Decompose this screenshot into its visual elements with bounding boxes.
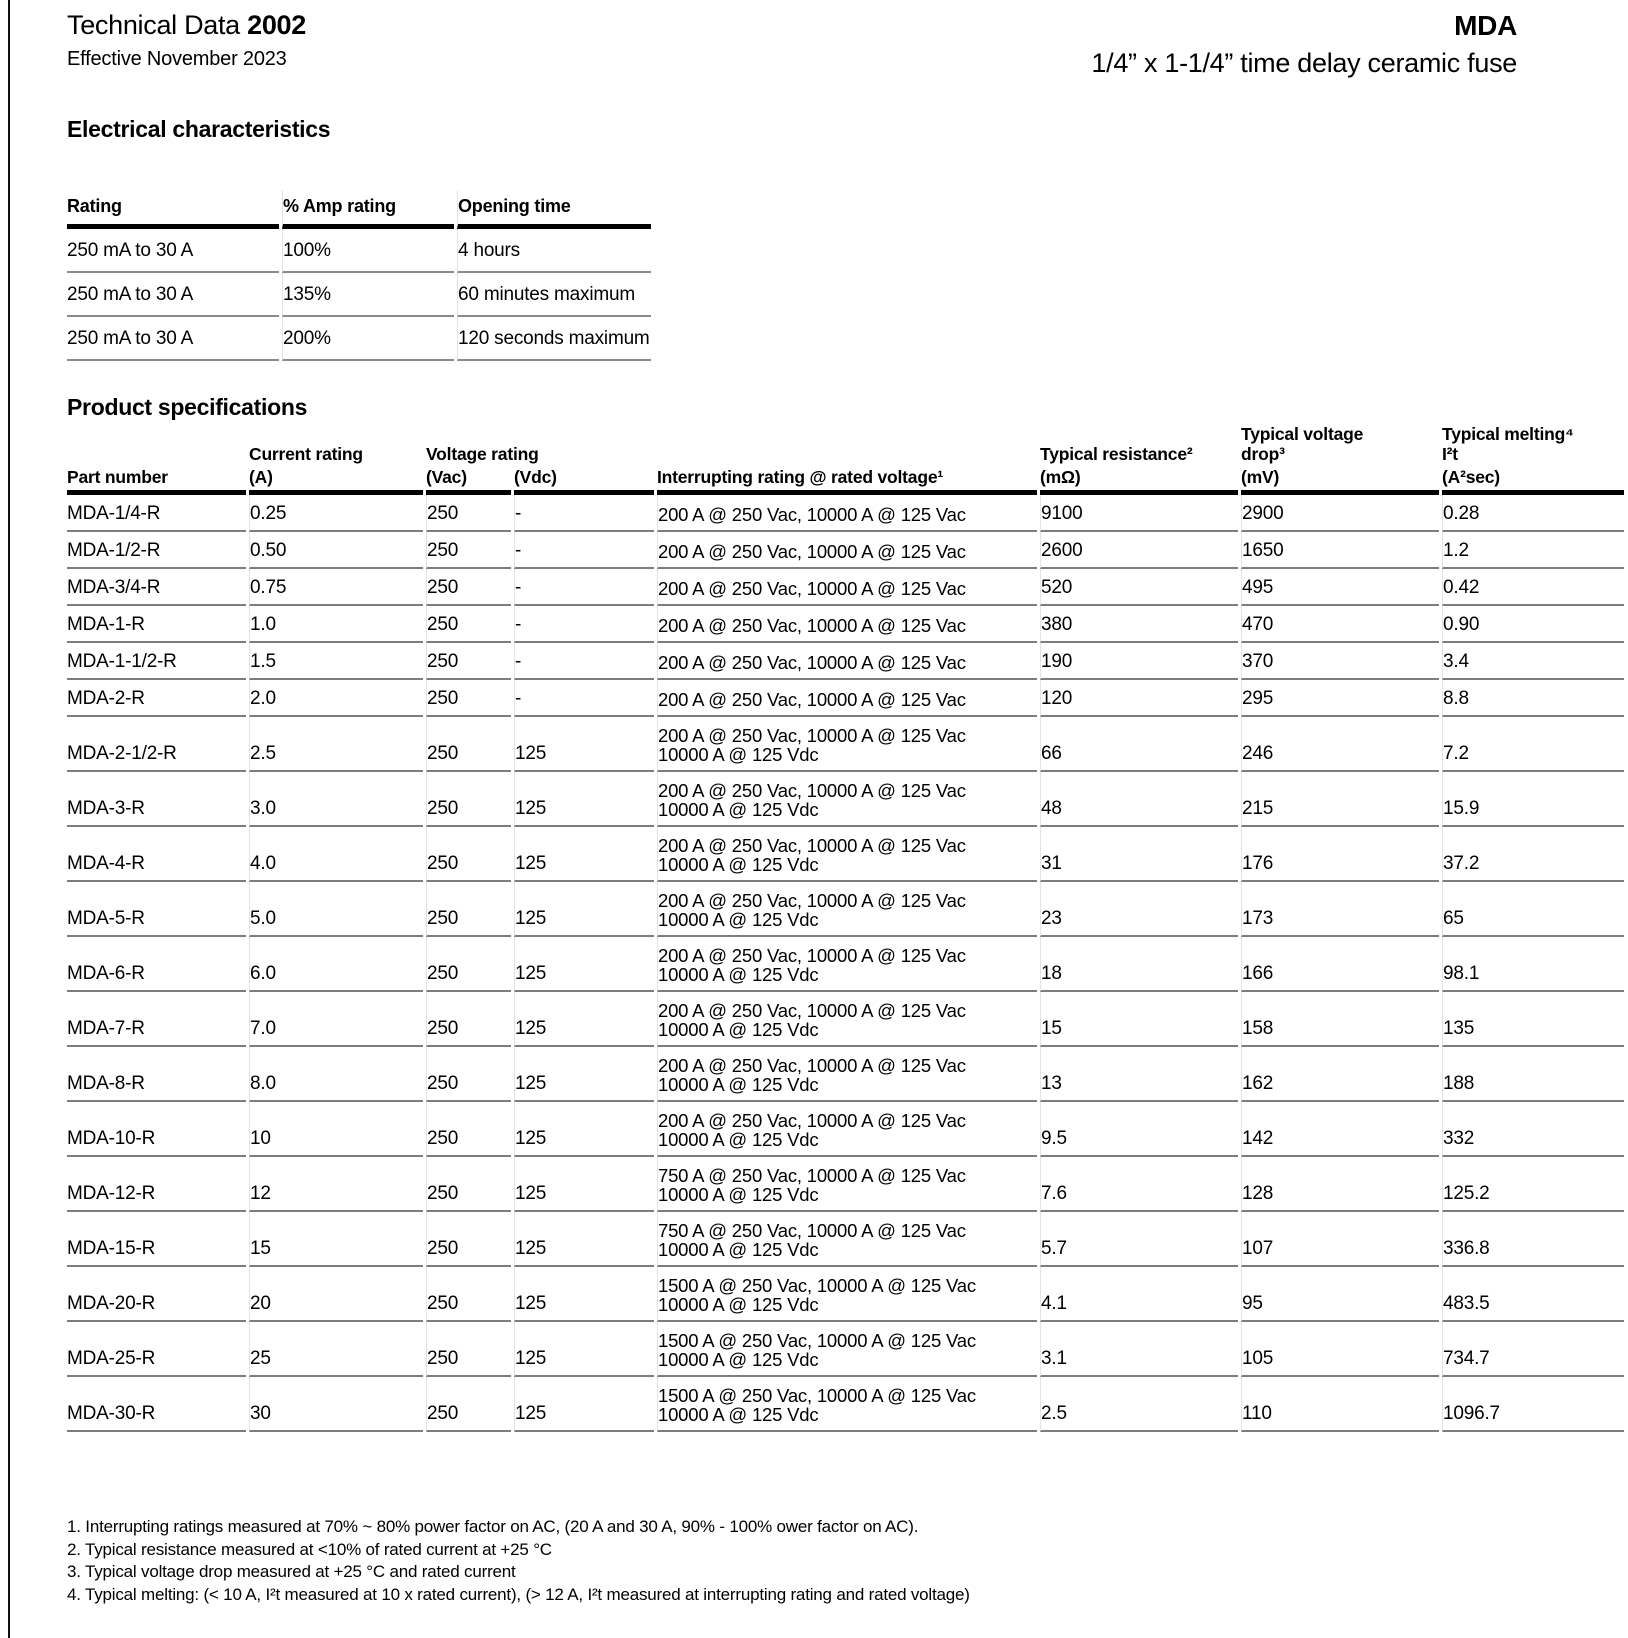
vdc-cell: 125	[514, 992, 654, 1047]
current-rating-cell: 1.0	[249, 606, 423, 643]
interrupting-rating-cell	[657, 680, 1037, 717]
resistance-cell: 120	[1040, 680, 1238, 717]
column-header-typical-melting	[1442, 424, 1624, 467]
current-rating-cell: 0.25	[249, 495, 423, 532]
resistance-cell: 9100	[1040, 495, 1238, 532]
vdc-cell: 125	[514, 1102, 654, 1157]
vac-cell: 250	[426, 1377, 511, 1432]
part-number-cell: MDA-8-R	[67, 1047, 246, 1102]
interrupting-line: 10000 A @ 125 Vdc	[658, 1074, 819, 1095]
melting-i2t-cell: 483.5	[1442, 1267, 1624, 1322]
resistance-cell: 5.7	[1040, 1212, 1238, 1267]
table-row	[67, 937, 1624, 992]
interrupting-rating-cell	[657, 1212, 1037, 1267]
vac-cell: 250	[426, 1102, 511, 1157]
vdc-cell: 125	[514, 937, 654, 992]
voltage-drop-cell: 2900	[1241, 495, 1439, 532]
vdc-cell: 125	[514, 1047, 654, 1102]
interrupting-line: 200 A @ 250 Vac, 10000 A @ 125 Vac	[658, 578, 966, 599]
melting-i2t-cell: 0.90	[1442, 606, 1624, 643]
column-header-interrupting-rating: Interrupting rating @ rated voltage¹	[657, 467, 1037, 495]
table-row	[67, 1322, 1624, 1377]
column-header-vac-unit: (Vac)	[426, 467, 511, 495]
part-number-cell: MDA-20-R	[67, 1267, 246, 1322]
vdc-cell: -	[514, 532, 654, 569]
current-rating-cell: 15	[249, 1212, 423, 1267]
opening-time-cell: 60 minutes maximum	[457, 273, 651, 317]
current-rating-cell: 0.75	[249, 569, 423, 606]
table-row	[67, 1377, 1624, 1432]
interrupting-rating-cell	[657, 532, 1037, 569]
table-row	[67, 882, 1624, 937]
footnote-3: 3. Typical voltage drop measured at +25 °C and rated current	[67, 1562, 516, 1581]
table-row	[67, 827, 1624, 882]
interrupting-line: 200 A @ 250 Vac, 10000 A @ 125 Vac	[658, 835, 966, 856]
vac-cell: 250	[426, 1267, 511, 1322]
resistance-cell: 520	[1040, 569, 1238, 606]
part-number-cell: MDA-5-R	[67, 882, 246, 937]
melting-i2t-cell: 8.8	[1442, 680, 1624, 717]
interrupting-rating-cell	[657, 1157, 1037, 1212]
column-header-voltage-rating: Voltage rating	[426, 444, 539, 464]
footnote-4: 4. Typical melting: (< 10 A, I²t measured at 10 x rated current), (> 12 A, I²t measured at interrupting rating and rated voltage)	[67, 1584, 970, 1604]
current-rating-cell: 7.0	[249, 992, 423, 1047]
opening-time-cell: 120 seconds maximum	[457, 317, 651, 361]
part-number-cell: MDA-1-1/2-R	[67, 643, 246, 680]
voltage-drop-cell: 162	[1241, 1047, 1439, 1102]
melting-i2t-cell: 98.1	[1442, 937, 1624, 992]
current-rating-cell: 1.5	[249, 643, 423, 680]
vdc-cell: -	[514, 495, 654, 532]
interrupting-rating-cell	[657, 1102, 1037, 1157]
table-header-row-top	[67, 424, 1624, 467]
interrupting-rating-cell	[657, 1322, 1037, 1377]
interrupting-line: 1500 A @ 250 Vac, 10000 A @ 125 Vac	[658, 1330, 976, 1351]
vdc-cell: 125	[514, 1322, 654, 1377]
table-row	[67, 317, 651, 361]
melting-i2t-cell: 1096.7	[1442, 1377, 1624, 1432]
rating-cell: 250 mA to 30 A	[67, 229, 279, 273]
voltage-drop-cell: 370	[1241, 643, 1439, 680]
table-row	[67, 680, 1624, 717]
vdc-cell: 125	[514, 1267, 654, 1322]
column-header-typical-voltage-drop	[1241, 424, 1439, 467]
resistance-cell: 7.6	[1040, 1157, 1238, 1212]
interrupting-line: 10000 A @ 125 Vdc	[658, 799, 819, 820]
resistance-cell: 2600	[1040, 532, 1238, 569]
column-header-amp-rating: % Amp rating	[282, 190, 454, 229]
interrupting-rating-cell	[657, 882, 1037, 937]
vdc-cell: 125	[514, 1157, 654, 1212]
vac-cell: 250	[426, 569, 511, 606]
voltage-drop-cell: 158	[1241, 992, 1439, 1047]
column-header-a2sec-unit: (A²sec)	[1442, 467, 1624, 495]
interrupting-line: 200 A @ 250 Vac, 10000 A @ 125 Vac	[658, 780, 966, 801]
document-header-right	[1091, 10, 1517, 79]
current-rating-cell: 30	[249, 1377, 423, 1432]
voltage-drop-cell: 110	[1241, 1377, 1439, 1432]
vdc-cell: 125	[514, 882, 654, 937]
part-number-cell: MDA-10-R	[67, 1102, 246, 1157]
resistance-cell: 4.1	[1040, 1267, 1238, 1322]
melting-i2t-cell: 125.2	[1442, 1157, 1624, 1212]
column-header-mohm-unit: (mΩ)	[1040, 467, 1238, 495]
voltage-drop-cell: 470	[1241, 606, 1439, 643]
table-row	[67, 229, 651, 273]
resistance-cell: 48	[1040, 772, 1238, 827]
voltage-drop-cell: 246	[1241, 717, 1439, 772]
melting-i2t-cell: 135	[1442, 992, 1624, 1047]
table-row	[67, 1267, 1624, 1322]
part-number-cell: MDA-1-R	[67, 606, 246, 643]
table-row	[67, 1157, 1624, 1212]
footnote-2: 2. Typical resistance measured at <10% of rated current at +25 °C	[67, 1539, 552, 1559]
interrupting-line: 1500 A @ 250 Vac, 10000 A @ 125 Vac	[658, 1385, 976, 1406]
current-rating-cell: 2.5	[249, 717, 423, 772]
page-left-border	[8, 0, 10, 1638]
interrupting-rating-cell	[657, 772, 1037, 827]
electrical-characteristics-heading: Electrical characteristics	[67, 116, 331, 142]
current-rating-cell: 6.0	[249, 937, 423, 992]
interrupting-line: 200 A @ 250 Vac, 10000 A @ 125 Vac	[658, 1000, 966, 1021]
interrupting-rating-cell	[657, 992, 1037, 1047]
interrupting-line: 10000 A @ 125 Vdc	[658, 1294, 819, 1315]
header-line: Typical voltage	[1241, 424, 1364, 444]
current-rating-cell: 3.0	[249, 772, 423, 827]
part-number-cell: MDA-1/2-R	[67, 532, 246, 569]
product-description: 1/4” x 1-1/4” time delay ceramic fuse	[1091, 48, 1517, 78]
rating-cell: 250 mA to 30 A	[67, 273, 279, 317]
melting-i2t-cell: 188	[1442, 1047, 1624, 1102]
voltage-drop-cell: 105	[1241, 1322, 1439, 1377]
vac-cell: 250	[426, 680, 511, 717]
header-line: drop³	[1241, 444, 1285, 464]
column-header-vdc-unit: (Vdc)	[514, 467, 654, 495]
interrupting-rating-cell	[657, 643, 1037, 680]
column-header-opening-time: Opening time	[457, 190, 651, 229]
resistance-cell: 2.5	[1040, 1377, 1238, 1432]
document-header-left	[67, 10, 306, 71]
resistance-cell: 9.5	[1040, 1102, 1238, 1157]
interrupting-line: 200 A @ 250 Vac, 10000 A @ 125 Vac	[658, 504, 966, 525]
vdc-cell: 125	[514, 1212, 654, 1267]
current-rating-cell: 8.0	[249, 1047, 423, 1102]
document-title-text: Technical Data	[67, 10, 240, 40]
part-number-cell: MDA-15-R	[67, 1212, 246, 1267]
interrupting-line: 10000 A @ 125 Vdc	[658, 744, 819, 765]
melting-i2t-cell: 65	[1442, 882, 1624, 937]
interrupting-line: 10000 A @ 125 Vdc	[658, 1239, 819, 1260]
footnotes	[67, 1516, 970, 1606]
interrupting-line: 10000 A @ 125 Vdc	[658, 1184, 819, 1205]
amp-rating-cell: 100%	[282, 229, 454, 273]
vac-cell: 250	[426, 1212, 511, 1267]
current-rating-cell: 0.50	[249, 532, 423, 569]
interrupting-line: 200 A @ 250 Vac, 10000 A @ 125 Vac	[658, 541, 966, 562]
voltage-drop-cell: 295	[1241, 680, 1439, 717]
vac-cell: 250	[426, 532, 511, 569]
table-row	[67, 495, 1624, 532]
part-number-cell: MDA-3/4-R	[67, 569, 246, 606]
resistance-cell: 15	[1040, 992, 1238, 1047]
header-line: I²t	[1442, 444, 1458, 464]
document-number: 2002	[247, 10, 306, 40]
column-header-current-rating: Current rating	[249, 444, 363, 464]
spacer-cell	[67, 424, 246, 467]
interrupting-line: 10000 A @ 125 Vdc	[658, 964, 819, 985]
amp-rating-cell: 135%	[282, 273, 454, 317]
interrupting-rating-cell	[657, 937, 1037, 992]
vac-cell: 250	[426, 992, 511, 1047]
vdc-cell: -	[514, 569, 654, 606]
vdc-cell: 125	[514, 1377, 654, 1432]
resistance-cell: 13	[1040, 1047, 1238, 1102]
voltage-drop-cell: 176	[1241, 827, 1439, 882]
voltage-drop-cell: 128	[1241, 1157, 1439, 1212]
current-rating-cell: 4.0	[249, 827, 423, 882]
interrupting-line: 200 A @ 250 Vac, 10000 A @ 125 Vac	[658, 615, 966, 636]
voltage-drop-cell: 1650	[1241, 532, 1439, 569]
vac-cell: 250	[426, 717, 511, 772]
part-number-cell: MDA-30-R	[67, 1377, 246, 1432]
vac-cell: 250	[426, 772, 511, 827]
current-rating-cell: 2.0	[249, 680, 423, 717]
current-rating-cell: 25	[249, 1322, 423, 1377]
vac-cell: 250	[426, 643, 511, 680]
interrupting-line: 200 A @ 250 Vac, 10000 A @ 125 Vac	[658, 1055, 966, 1076]
current-rating-cell: 12	[249, 1157, 423, 1212]
part-number-cell: MDA-12-R	[67, 1157, 246, 1212]
resistance-cell: 380	[1040, 606, 1238, 643]
melting-i2t-cell: 3.4	[1442, 643, 1624, 680]
interrupting-rating-cell	[657, 495, 1037, 532]
column-header-mv-unit: (mV)	[1241, 467, 1439, 495]
table-row	[67, 1102, 1624, 1157]
part-number-cell: MDA-2-R	[67, 680, 246, 717]
interrupting-line: 10000 A @ 125 Vdc	[658, 854, 819, 875]
interrupting-rating-cell	[657, 1047, 1037, 1102]
vac-cell: 250	[426, 937, 511, 992]
interrupting-line: 200 A @ 250 Vac, 10000 A @ 125 Vac	[658, 945, 966, 966]
resistance-cell: 190	[1040, 643, 1238, 680]
electrical-table-body	[67, 229, 651, 361]
interrupting-line: 750 A @ 250 Vac, 10000 A @ 125 Vac	[658, 1220, 966, 1241]
vdc-cell: 125	[514, 717, 654, 772]
interrupting-line: 1500 A @ 250 Vac, 10000 A @ 125 Vac	[658, 1275, 976, 1296]
part-number-cell: MDA-6-R	[67, 937, 246, 992]
vdc-cell: 125	[514, 772, 654, 827]
header-line: Typical melting⁴	[1442, 424, 1574, 444]
voltage-drop-cell: 173	[1241, 882, 1439, 937]
interrupting-line: 10000 A @ 125 Vdc	[658, 909, 819, 930]
effective-date: Effective November 2023	[67, 48, 287, 70]
interrupting-line: 200 A @ 250 Vac, 10000 A @ 125 Vac	[658, 689, 966, 710]
current-rating-cell: 20	[249, 1267, 423, 1322]
interrupting-rating-cell	[657, 1267, 1037, 1322]
melting-i2t-cell: 7.2	[1442, 717, 1624, 772]
table-row	[67, 532, 1624, 569]
vdc-cell: -	[514, 643, 654, 680]
footnote-1: 1. Interrupting ratings measured at 70% ~ 80% power factor on AC, (20 A and 30 A, 90% - 100% ower factor on AC).	[67, 1517, 919, 1536]
melting-i2t-cell: 15.9	[1442, 772, 1624, 827]
part-number-cell: MDA-2-1/2-R	[67, 717, 246, 772]
vdc-cell: -	[514, 606, 654, 643]
voltage-drop-cell: 95	[1241, 1267, 1439, 1322]
current-rating-cell: 10	[249, 1102, 423, 1157]
interrupting-line: 200 A @ 250 Vac, 10000 A @ 125 Vac	[658, 725, 966, 746]
table-row	[67, 569, 1624, 606]
table-row	[67, 1047, 1624, 1102]
table-row	[67, 606, 1624, 643]
column-header-part-number: Part number	[67, 467, 246, 495]
vac-cell: 250	[426, 495, 511, 532]
current-rating-cell: 5.0	[249, 882, 423, 937]
voltage-drop-cell: 166	[1241, 937, 1439, 992]
interrupting-line: 10000 A @ 125 Vdc	[658, 1404, 819, 1425]
voltage-drop-cell: 215	[1241, 772, 1439, 827]
interrupting-line: 10000 A @ 125 Vdc	[658, 1349, 819, 1370]
vac-cell: 250	[426, 827, 511, 882]
voltage-drop-cell: 495	[1241, 569, 1439, 606]
vac-cell: 250	[426, 606, 511, 643]
resistance-cell: 31	[1040, 827, 1238, 882]
interrupting-line: 200 A @ 250 Vac, 10000 A @ 125 Vac	[658, 652, 966, 673]
table-row	[67, 992, 1624, 1047]
part-number-cell: MDA-25-R	[67, 1322, 246, 1377]
resistance-cell: 66	[1040, 717, 1238, 772]
vdc-cell: -	[514, 680, 654, 717]
table-row	[67, 1212, 1624, 1267]
interrupting-rating-cell	[657, 1377, 1037, 1432]
electrical-characteristics-table	[64, 190, 654, 361]
voltage-drop-cell: 107	[1241, 1212, 1439, 1267]
table-row	[67, 273, 651, 317]
document-title	[67, 10, 306, 41]
interrupting-line: 10000 A @ 125 Vdc	[658, 1129, 819, 1150]
voltage-drop-cell: 142	[1241, 1102, 1439, 1157]
melting-i2t-cell: 0.42	[1442, 569, 1624, 606]
melting-i2t-cell: 1.2	[1442, 532, 1624, 569]
product-specifications-heading: Product specifications	[67, 394, 308, 420]
column-header-amps-unit: (A)	[249, 467, 423, 495]
spacer-cell	[657, 424, 1037, 467]
amp-rating-cell: 200%	[282, 317, 454, 361]
melting-i2t-cell: 0.28	[1442, 495, 1624, 532]
product-series-code: MDA	[1454, 10, 1517, 41]
vac-cell: 250	[426, 1322, 511, 1377]
table-header-row	[67, 190, 651, 229]
vac-cell: 250	[426, 1047, 511, 1102]
rating-cell: 250 mA to 30 A	[67, 317, 279, 361]
resistance-cell: 18	[1040, 937, 1238, 992]
interrupting-rating-cell	[657, 569, 1037, 606]
table-row	[67, 772, 1624, 827]
interrupting-line: 10000 A @ 125 Vdc	[658, 1019, 819, 1040]
interrupting-line: 200 A @ 250 Vac, 10000 A @ 125 Vac	[658, 890, 966, 911]
interrupting-rating-cell	[657, 827, 1037, 882]
vdc-cell: 125	[514, 827, 654, 882]
melting-i2t-cell: 37.2	[1442, 827, 1624, 882]
resistance-cell: 23	[1040, 882, 1238, 937]
interrupting-line: 200 A @ 250 Vac, 10000 A @ 125 Vac	[658, 1110, 966, 1131]
interrupting-line: 750 A @ 250 Vac, 10000 A @ 125 Vac	[658, 1165, 966, 1186]
part-number-cell: MDA-7-R	[67, 992, 246, 1047]
interrupting-rating-cell	[657, 606, 1037, 643]
vac-cell: 250	[426, 882, 511, 937]
part-number-cell: MDA-3-R	[67, 772, 246, 827]
resistance-cell: 3.1	[1040, 1322, 1238, 1377]
part-number-cell: MDA-4-R	[67, 827, 246, 882]
melting-i2t-cell: 734.7	[1442, 1322, 1624, 1377]
table-header-row-bottom	[67, 467, 1624, 495]
column-header-rating: Rating	[67, 190, 279, 229]
opening-time-cell: 4 hours	[457, 229, 651, 273]
column-header-typical-resistance: Typical resistance²	[1040, 444, 1193, 464]
table-row	[67, 717, 1624, 772]
vac-cell: 250	[426, 1157, 511, 1212]
part-number-cell: MDA-1/4-R	[67, 495, 246, 532]
table-row	[67, 643, 1624, 680]
melting-i2t-cell: 336.8	[1442, 1212, 1624, 1267]
interrupting-rating-cell	[657, 717, 1037, 772]
melting-i2t-cell: 332	[1442, 1102, 1624, 1157]
product-specifications-table	[64, 424, 1627, 1432]
specs-table-body	[67, 495, 1624, 1432]
